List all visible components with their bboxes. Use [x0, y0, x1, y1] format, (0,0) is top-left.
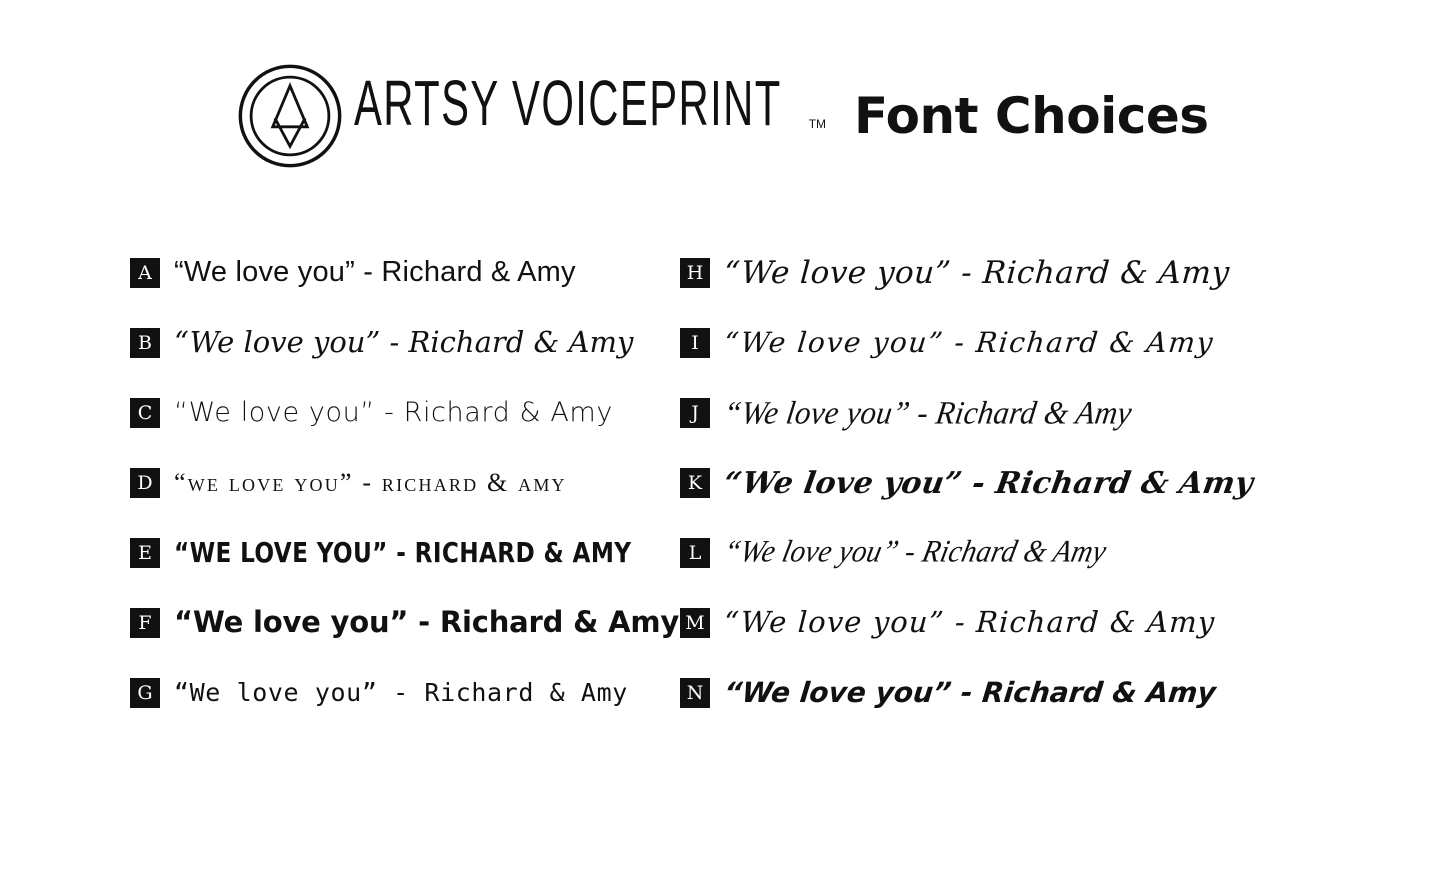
font-option-h[interactable]	[680, 238, 1445, 308]
font-sample-text: “We love you” - Richard & Amy	[722, 325, 1216, 359]
font-sample-text: “We love you” - Richard & Amy	[721, 394, 1135, 431]
font-sample-text: “WE LOVE YOU” - RICHARD & AMY	[174, 535, 632, 569]
option-badge: K	[680, 468, 710, 498]
option-badge: J	[680, 398, 710, 428]
font-option-e[interactable]	[130, 518, 640, 588]
option-badge: A	[130, 258, 160, 288]
brand-lockup	[354, 68, 827, 141]
font-sample-text: “We love you” - Richard & Amy	[722, 254, 1231, 291]
page-title: Font Choices	[854, 87, 1209, 145]
option-badge: N	[680, 678, 710, 708]
option-badge: C	[130, 398, 160, 428]
trademark-symbol: TM	[808, 117, 827, 131]
font-choices-list	[0, 238, 1445, 728]
font-option-d[interactable]	[130, 448, 640, 518]
font-option-c[interactable]	[130, 378, 640, 448]
option-badge: M	[680, 608, 710, 638]
font-column-right	[640, 238, 1445, 728]
font-option-f[interactable]	[130, 588, 680, 658]
font-option-k[interactable]	[680, 448, 1445, 518]
font-sample-text: “we love you” - richard & amy	[174, 467, 567, 497]
font-option-a[interactable]	[130, 238, 640, 308]
artsy-voiceprint-logo-icon	[236, 62, 344, 170]
font-sample-text: “We love you” - Richard & Amy	[174, 256, 576, 289]
option-badge: G	[130, 678, 160, 708]
option-badge: B	[130, 328, 160, 358]
font-option-m[interactable]	[680, 588, 1445, 658]
font-sample-text: “We love you” - Richard & Amy	[174, 605, 680, 640]
font-option-j[interactable]	[680, 378, 1445, 448]
font-sample-text: “We love you” - Richard & Amy	[174, 397, 613, 429]
font-option-n[interactable]	[680, 658, 1445, 728]
option-badge: I	[680, 328, 710, 358]
option-badge: L	[680, 538, 710, 568]
font-sample-text: “We love you” - Richard & Amy	[720, 534, 1110, 570]
font-sample-text: “We love you” - Richard & Amy	[723, 605, 1217, 640]
font-sample-text: “We love you” - Richard & Amy	[174, 678, 628, 708]
font-option-g[interactable]	[130, 658, 640, 728]
font-sample-text: “We love you” - Richard & Amy	[174, 325, 634, 360]
font-column-left	[0, 238, 680, 728]
font-option-b[interactable]	[130, 308, 640, 378]
option-badge: D	[130, 468, 160, 498]
brand-name: ARTSY VOICEPRINT	[354, 68, 783, 140]
font-option-l[interactable]	[680, 518, 1445, 588]
page-header	[0, 62, 1445, 170]
font-sample-text: “We love you” - Richard & Amy	[722, 675, 1218, 709]
option-badge: E	[130, 538, 160, 568]
option-badge: H	[680, 258, 710, 288]
font-option-i[interactable]	[680, 308, 1445, 378]
option-badge: F	[130, 608, 160, 638]
font-sample-text: “We love you” - Richard & Amy	[721, 465, 1256, 501]
